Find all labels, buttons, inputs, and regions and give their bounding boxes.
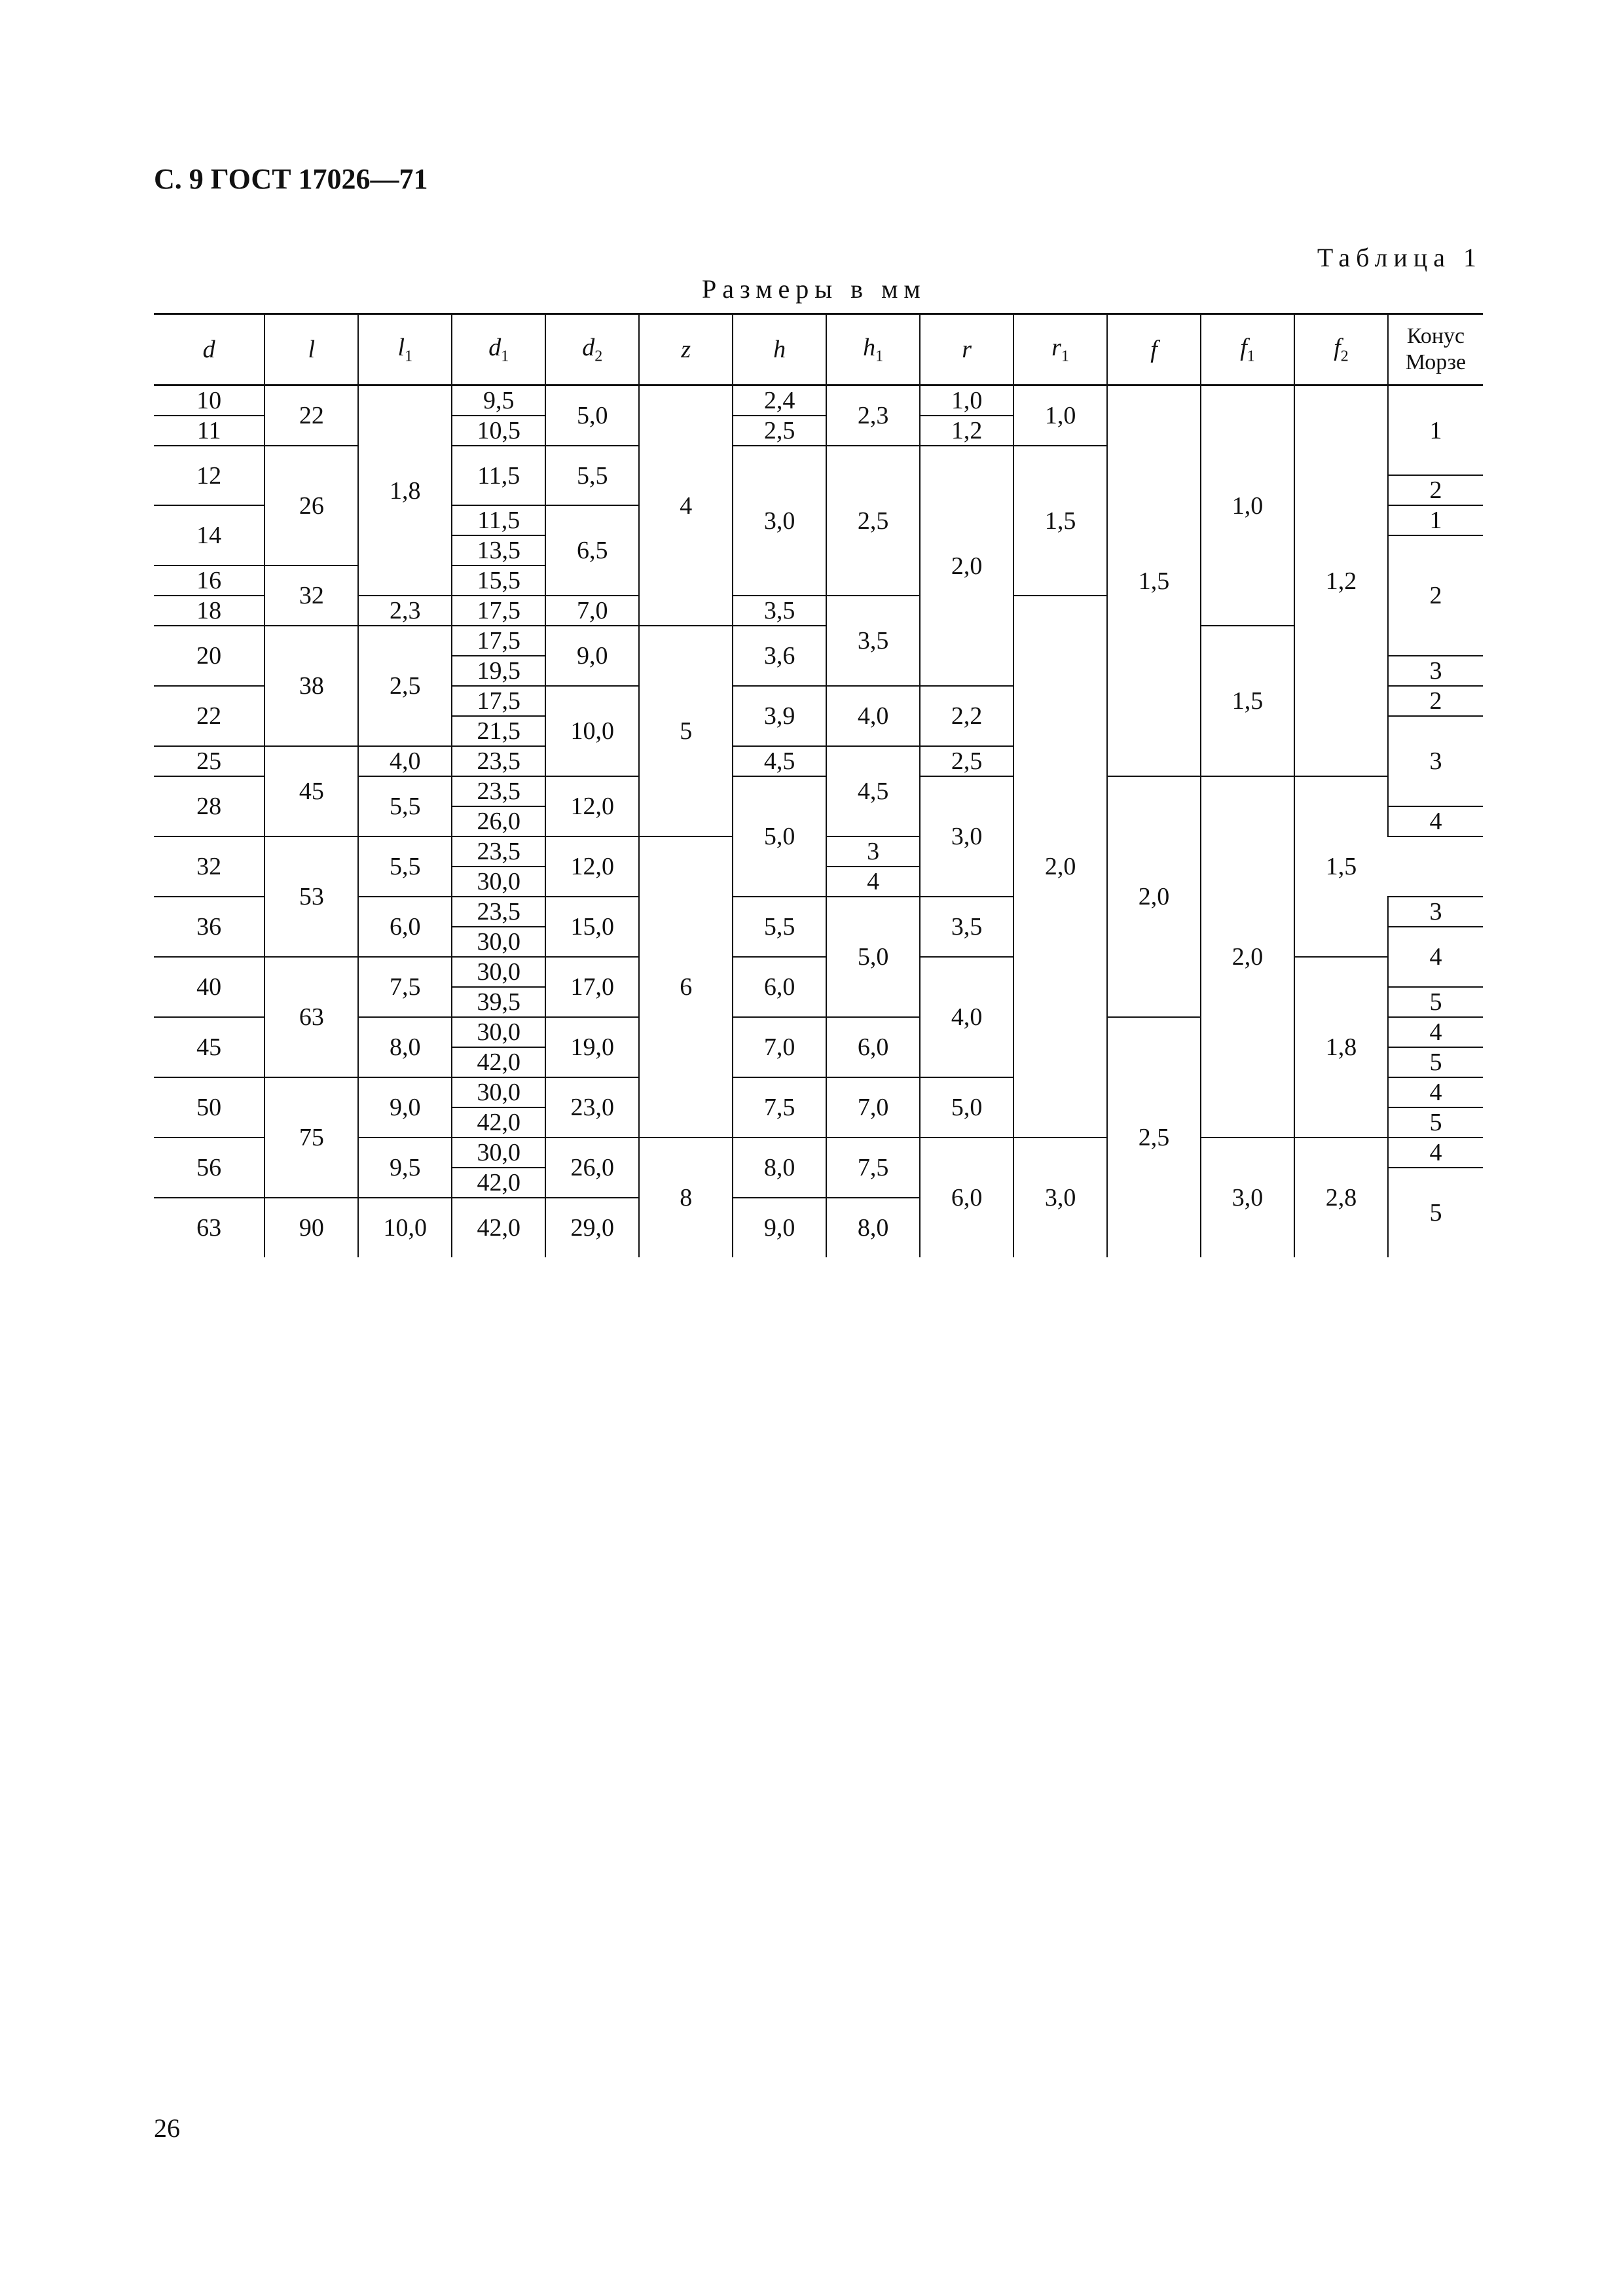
cell-l: 22 xyxy=(264,386,358,446)
cell-d2: 17,0 xyxy=(545,957,639,1017)
cell-morse: 1 xyxy=(1388,386,1483,476)
cell-d1: 30,0 xyxy=(452,1077,545,1107)
cell-d2: 23,0 xyxy=(545,1077,639,1138)
header-h: h xyxy=(733,314,826,386)
cell-d: 32 xyxy=(154,836,264,897)
cell-h1: 4,0 xyxy=(826,686,920,746)
cell-l: 63 xyxy=(264,957,358,1077)
cell-l: 45 xyxy=(264,746,358,836)
cell-z: 4 xyxy=(639,386,733,626)
cell-l: 26 xyxy=(264,446,358,565)
cell-h: 7,5 xyxy=(733,1077,826,1138)
header-l1: $l_1$ xyxy=(358,314,452,386)
cell-morse: 3 xyxy=(1388,897,1483,927)
cell-d1: 17,5 xyxy=(452,626,545,656)
cell-h: 6,0 xyxy=(733,957,826,1017)
cell-r: 1,0 xyxy=(920,386,1013,416)
cell-d2: 5,5 xyxy=(545,446,639,505)
cell-h: 5,0 xyxy=(733,776,826,897)
cell-r: 4,0 xyxy=(920,957,1013,1077)
cell-d1: 23,5 xyxy=(452,776,545,806)
cell-d1: 30,0 xyxy=(452,927,545,957)
cell-h1: 8,0 xyxy=(826,1198,920,1257)
cell-f1: 3,0 xyxy=(1201,1138,1294,1257)
cell-d: 14 xyxy=(154,505,264,565)
cell-r: 3,5 xyxy=(920,897,1013,957)
header-z: z xyxy=(639,314,733,386)
header-h1: $h_1$ xyxy=(826,314,920,386)
cell-d1: 11,5 xyxy=(452,505,545,535)
cell-d2: 29,0 xyxy=(545,1198,639,1257)
cell-r1: 1,5 xyxy=(1013,446,1107,596)
dimensions-table xyxy=(154,313,1483,1257)
cell-r: 1,2 xyxy=(920,416,1013,446)
cell-f2: 1,2 xyxy=(1294,386,1388,777)
cell-h1: 3,5 xyxy=(826,596,920,686)
cell-d1: 42,0 xyxy=(452,1047,545,1077)
cell-d: 28 xyxy=(154,776,264,836)
header-f2: $f_2$ xyxy=(1294,314,1388,386)
header-morse-taper: Конус Морзе xyxy=(1388,314,1483,386)
cell-d1: 11,5 xyxy=(452,446,545,505)
cell-h: 3,9 xyxy=(733,686,826,746)
cell-l: 75 xyxy=(264,1077,358,1198)
cell-l1: 5,5 xyxy=(358,776,452,836)
cell-d: 36 xyxy=(154,897,264,957)
cell-d: 22 xyxy=(154,686,264,746)
table-row xyxy=(154,626,1483,656)
cell-d: 10 xyxy=(154,386,264,416)
cell-r: 5,0 xyxy=(920,1077,1013,1138)
cell-d1: 30,0 xyxy=(452,957,545,987)
cell-l1: 9,0 xyxy=(358,1077,452,1138)
cell-f1: 2,0 xyxy=(1201,776,1294,1138)
cell-l1: 4,0 xyxy=(358,746,452,776)
cell-l1: 10,0 xyxy=(358,1198,452,1257)
header-r1: $r_1$ xyxy=(1013,314,1107,386)
cell-d: 16 xyxy=(154,565,264,596)
cell-morse: 5 xyxy=(1388,1107,1483,1138)
cell-d2: 12,0 xyxy=(545,776,639,836)
cell-d1: 23,5 xyxy=(452,746,545,776)
cell-d2: 26,0 xyxy=(545,1138,639,1198)
cell-h1: 2,3 xyxy=(826,386,920,446)
cell-d1: 42,0 xyxy=(452,1168,545,1198)
cell-d1: 42,0 xyxy=(452,1198,545,1257)
cell-h1: 7,0 xyxy=(826,1077,920,1138)
cell-f2: 1,5 xyxy=(1294,776,1388,957)
cell-l: 90 xyxy=(264,1198,358,1257)
cell-l1: 7,5 xyxy=(358,957,452,1017)
cell-l1: 2,5 xyxy=(358,626,452,746)
cell-h: 8,0 xyxy=(733,1138,826,1198)
cell-morse: 1 xyxy=(1388,505,1483,535)
cell-morse: 4 xyxy=(1388,1077,1483,1107)
cell-l: 53 xyxy=(264,836,358,957)
cell-h: 2,4 xyxy=(733,386,826,416)
cell-h1: 7,5 xyxy=(826,1138,920,1198)
cell-d1: 13,5 xyxy=(452,535,545,565)
cell-l1: 8,0 xyxy=(358,1017,452,1077)
cell-h: 3,5 xyxy=(733,596,826,626)
cell-h: 9,0 xyxy=(733,1198,826,1257)
cell-z: 6 xyxy=(639,836,733,1138)
header-d1: $d_1$ xyxy=(452,314,545,386)
cell-d: 20 xyxy=(154,626,264,686)
cell-d: 63 xyxy=(154,1198,264,1257)
cell-r: 6,0 xyxy=(920,1138,1013,1257)
cell-d: 50 xyxy=(154,1077,264,1138)
cell-d1: 39,5 xyxy=(452,987,545,1017)
cell-r: 2,5 xyxy=(920,746,1013,776)
cell-morse: 4 xyxy=(1388,806,1483,836)
cell-f1: 1,5 xyxy=(1201,626,1294,776)
cell-morse: 3 xyxy=(1388,656,1483,686)
cell-r1: 3,0 xyxy=(1013,1138,1107,1257)
cell-d: 56 xyxy=(154,1138,264,1198)
cell-morse: 3 xyxy=(826,836,920,867)
cell-h1: 2,5 xyxy=(826,446,920,596)
cell-r1: 2,0 xyxy=(1013,596,1107,1138)
cell-h: 3,6 xyxy=(733,626,826,686)
cell-h: 4,5 xyxy=(733,746,826,776)
header-f: f xyxy=(1107,314,1201,386)
cell-h: 7,0 xyxy=(733,1017,826,1077)
cell-morse: 2 xyxy=(1388,686,1483,716)
cell-f2: 2,8 xyxy=(1294,1138,1388,1257)
cell-l1: 9,5 xyxy=(358,1138,452,1198)
cell-d1: 10,5 xyxy=(452,416,545,446)
cell-morse: 5 xyxy=(1388,987,1483,1017)
cell-d1: 15,5 xyxy=(452,565,545,596)
cell-d1: 23,5 xyxy=(452,836,545,867)
cell-morse: 4 xyxy=(1388,1138,1483,1168)
cell-d1: 23,5 xyxy=(452,897,545,927)
units-caption: Размеры в мм xyxy=(702,274,926,304)
cell-d2: 9,0 xyxy=(545,626,639,686)
cell-morse: 4 xyxy=(1388,927,1483,987)
cell-morse: 4 xyxy=(1388,1017,1483,1047)
cell-l: 32 xyxy=(264,565,358,626)
cell-morse: 2 xyxy=(1388,475,1483,505)
cell-d1: 19,5 xyxy=(452,656,545,686)
cell-l1: 5,5 xyxy=(358,836,452,897)
cell-l1: 1,8 xyxy=(358,386,452,596)
cell-r: 3,0 xyxy=(920,776,1013,897)
cell-d1: 42,0 xyxy=(452,1107,545,1138)
cell-d2: 19,0 xyxy=(545,1017,639,1077)
cell-d2: 12,0 xyxy=(545,836,639,897)
cell-d2: 6,5 xyxy=(545,505,639,596)
cell-h1: 4,5 xyxy=(826,746,920,836)
cell-d1: 30,0 xyxy=(452,1017,545,1047)
cell-d1: 26,0 xyxy=(452,806,545,836)
cell-r1: 1,0 xyxy=(1013,386,1107,446)
page-header-title: С. 9 ГОСТ 17026—71 xyxy=(154,163,428,195)
header-d: d xyxy=(154,314,264,386)
header-f1: $f_1$ xyxy=(1201,314,1294,386)
cell-d2: 10,0 xyxy=(545,686,639,776)
cell-f: 2,5 xyxy=(1107,1017,1201,1257)
table-header-row xyxy=(154,314,1483,386)
cell-h1: 5,0 xyxy=(826,897,920,1017)
cell-morse: 2 xyxy=(1388,535,1483,656)
cell-z: 8 xyxy=(639,1138,733,1257)
header-d2: $d_2$ xyxy=(545,314,639,386)
cell-d: 25 xyxy=(154,746,264,776)
cell-r: 2,2 xyxy=(920,686,1013,746)
cell-f: 2,0 xyxy=(1107,776,1201,1017)
cell-d: 45 xyxy=(154,1017,264,1077)
cell-d2: 5,0 xyxy=(545,386,639,446)
cell-d2: 15,0 xyxy=(545,897,639,957)
cell-d: 11 xyxy=(154,416,264,446)
table-row xyxy=(154,386,1483,416)
cell-d2: 7,0 xyxy=(545,596,639,626)
cell-l: 38 xyxy=(264,626,358,746)
header-r: r xyxy=(920,314,1013,386)
cell-d: 18 xyxy=(154,596,264,626)
header-l: l xyxy=(264,314,358,386)
cell-h: 3,0 xyxy=(733,446,826,596)
cell-l1: 2,3 xyxy=(358,596,452,626)
cell-d1: 30,0 xyxy=(452,867,545,897)
cell-z: 5 xyxy=(639,626,733,836)
cell-morse: 5 xyxy=(1388,1047,1483,1077)
cell-d1: 9,5 xyxy=(452,386,545,416)
cell-d1: 17,5 xyxy=(452,596,545,626)
cell-d: 12 xyxy=(154,446,264,505)
cell-d1: 17,5 xyxy=(452,686,545,716)
cell-l1: 6,0 xyxy=(358,897,452,957)
cell-f1: 1,0 xyxy=(1201,386,1294,626)
cell-f: 1,5 xyxy=(1107,386,1201,777)
cell-r: 2,0 xyxy=(920,446,1013,686)
cell-d1: 21,5 xyxy=(452,716,545,746)
cell-h: 2,5 xyxy=(733,416,826,446)
cell-h1: 6,0 xyxy=(826,1017,920,1077)
page-number: 26 xyxy=(154,2113,180,2143)
cell-f2: 1,8 xyxy=(1294,957,1388,1138)
cell-d1: 30,0 xyxy=(452,1138,545,1168)
cell-morse: 5 xyxy=(1388,1168,1483,1257)
cell-morse: 3 xyxy=(1388,716,1483,806)
cell-h: 5,5 xyxy=(733,897,826,957)
table-number-label: Таблица 1 xyxy=(1317,243,1482,272)
cell-d: 40 xyxy=(154,957,264,1017)
cell-morse: 4 xyxy=(826,867,920,897)
